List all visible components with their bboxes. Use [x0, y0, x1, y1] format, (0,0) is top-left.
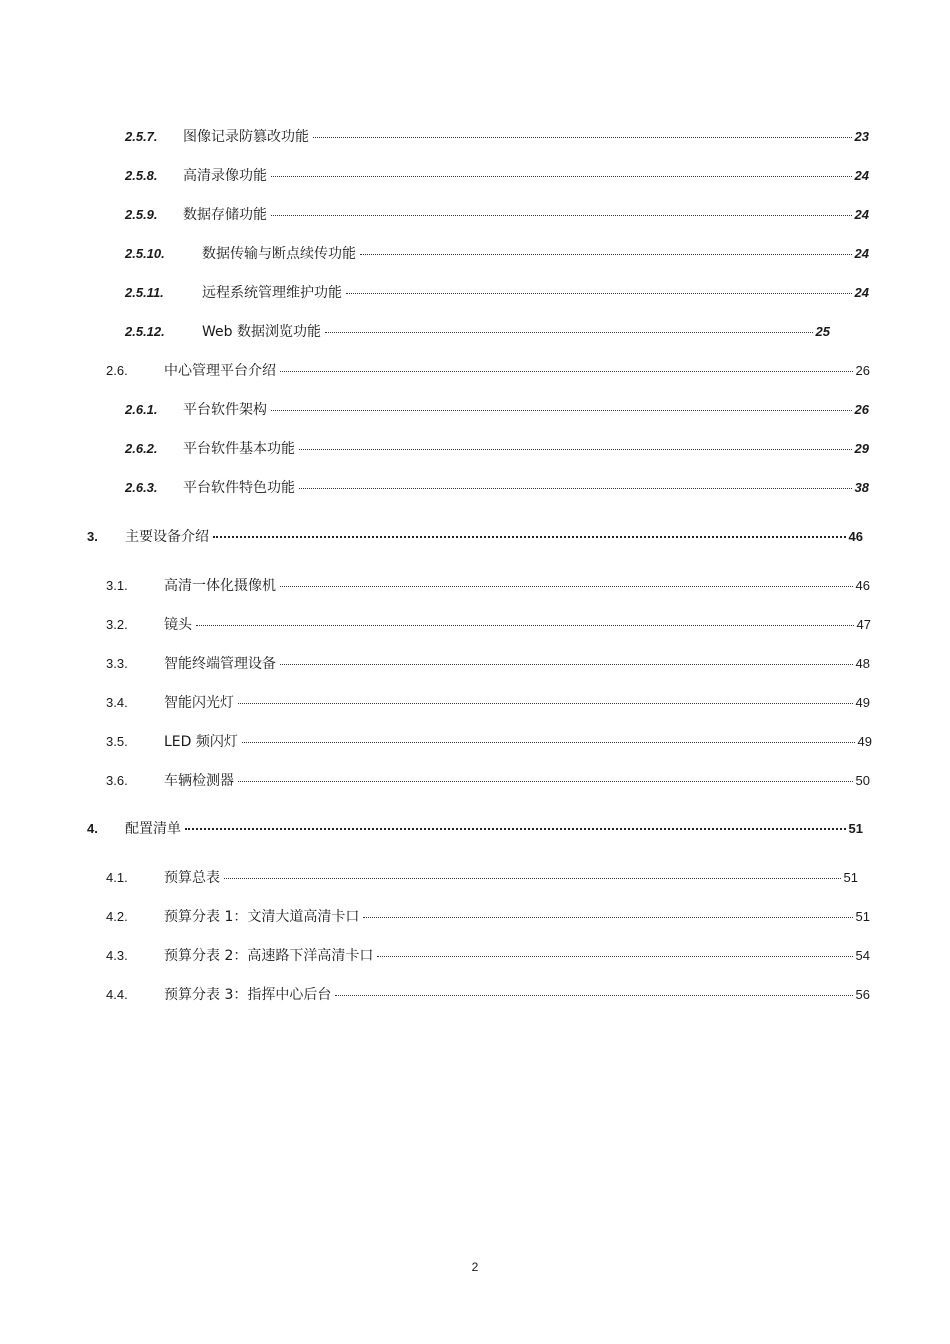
dot-leader — [271, 176, 852, 177]
toc-entry-title: 主要设备介绍 — [125, 529, 209, 545]
toc-entry-number: 3.3. — [106, 656, 128, 671]
dot-leader — [271, 215, 852, 216]
toc-entry-4-1[interactable] — [106, 867, 858, 887]
toc-entry-2-6-3[interactable] — [125, 477, 869, 497]
toc-entry-title: 平台软件架构 — [183, 402, 267, 418]
toc-entry-page: 26 — [854, 402, 869, 417]
page-number: 2 — [471, 1260, 479, 1274]
toc-entry-number: 2.6.2. — [125, 441, 158, 456]
toc-entry-title: 车辆检测器 — [164, 773, 234, 789]
toc-entry-page: 48 — [855, 656, 870, 671]
toc-entry-4-4[interactable] — [106, 984, 870, 1004]
toc-entry-title: 预算分表 1：文清大道高清卡口 — [164, 909, 360, 925]
toc-entry-page: 29 — [854, 441, 869, 456]
toc-entry-page: 46 — [855, 578, 870, 593]
toc-entry-page: 24 — [854, 246, 869, 261]
toc-entry-4-2[interactable] — [106, 906, 870, 926]
toc-entry-3-6[interactable] — [106, 770, 870, 790]
toc-entry-page: 49 — [857, 734, 872, 749]
toc-entry-2-5-9[interactable] — [125, 204, 869, 224]
dot-leader — [346, 293, 852, 294]
toc-entry-page: 51 — [855, 909, 870, 924]
dot-leader — [242, 742, 855, 743]
dot-leader — [335, 995, 852, 996]
dot-leader — [325, 332, 813, 333]
toc-entry-page: 38 — [854, 480, 869, 495]
toc-entry-number: 3. — [87, 529, 98, 544]
toc-entry-2-5-10[interactable] — [125, 243, 869, 263]
toc-entry-title: Web 数据浏览功能 — [202, 324, 321, 340]
toc-entry-number: 4.2. — [106, 909, 128, 924]
toc-entry-page: 46 — [848, 529, 863, 544]
dot-leader — [280, 664, 853, 665]
toc-entry-number: 2.5.11. — [125, 285, 164, 300]
toc-entry-title: 智能闪光灯 — [164, 695, 234, 711]
toc-entry-title: 远程系统管理维护功能 — [202, 285, 342, 301]
toc-entry-number: 3.6. — [106, 773, 128, 788]
toc-entry-number: 2.5.12. — [125, 324, 165, 339]
toc-entry-3-3[interactable] — [106, 653, 870, 673]
toc-entry-page: 24 — [854, 285, 869, 300]
toc-entry-title: 图像记录防篡改功能 — [183, 129, 309, 145]
dot-leader — [363, 917, 852, 918]
toc-entry-3-1[interactable] — [106, 575, 870, 595]
toc-entry-page: 51 — [843, 870, 858, 885]
dot-leader — [377, 956, 852, 957]
toc-entry-number: 3.1. — [106, 578, 128, 593]
toc-entry-number: 2.5.10. — [125, 246, 165, 261]
toc-entry-number: 2.5.9. — [125, 207, 158, 222]
toc-entry-number: 4.3. — [106, 948, 128, 963]
toc-entry-number: 3.5. — [106, 734, 128, 749]
dot-leader — [299, 488, 852, 489]
toc-entry-title: 中心管理平台介绍 — [164, 363, 276, 379]
toc-entry-page: 26 — [855, 363, 870, 378]
toc-entry-3-4[interactable] — [106, 692, 870, 712]
toc-entry-2-5-12[interactable] — [125, 321, 830, 341]
toc-entry-number: 2.6. — [106, 363, 128, 378]
toc-entry-page: 47 — [856, 617, 871, 632]
toc-entry-4-3[interactable] — [106, 945, 870, 965]
dot-leader — [280, 586, 853, 587]
toc-entry-2-6[interactable] — [106, 360, 870, 380]
dot-leader — [238, 781, 853, 782]
toc-entry-title: 预算分表 2：高速路下洋高清卡口 — [164, 948, 374, 964]
toc-entry-title: LED 频闪灯 — [164, 734, 238, 750]
toc-entry-page: 50 — [855, 773, 870, 788]
toc-entry-page: 24 — [854, 168, 869, 183]
dot-leader — [224, 878, 841, 879]
toc-entry-number: 2.5.8. — [125, 168, 158, 183]
dot-leader — [238, 703, 853, 704]
dot-leader — [196, 625, 854, 626]
toc-entry-title: 预算分表 3：指挥中心后台 — [164, 987, 332, 1003]
toc-entry-2-6-1[interactable] — [125, 399, 869, 419]
dot-leader — [213, 536, 846, 538]
toc-entry-title: 智能终端管理设备 — [164, 656, 276, 672]
toc-entry-number: 4.4. — [106, 987, 128, 1002]
toc-entry-2-5-11[interactable] — [125, 282, 869, 302]
toc-entry-number: 3.4. — [106, 695, 128, 710]
toc-entry-page: 25 — [815, 324, 830, 339]
toc-entry-number: 3.2. — [106, 617, 128, 632]
toc-entry-number: 4.1. — [106, 870, 128, 885]
toc-entry-2-5-8[interactable] — [125, 165, 869, 185]
dot-leader — [280, 371, 853, 372]
toc-entry-title: 配置清单 — [125, 821, 181, 837]
toc-entry-title: 数据存储功能 — [183, 207, 267, 223]
toc-entry-3-2[interactable] — [106, 614, 871, 634]
toc-entry-title: 镜头 — [164, 617, 192, 633]
dot-leader — [185, 828, 846, 830]
toc-entry-title: 数据传输与断点续传功能 — [202, 246, 356, 262]
toc-entry-number: 2.6.1. — [125, 402, 158, 417]
dot-leader — [313, 137, 852, 138]
toc-entry-page: 23 — [854, 129, 869, 144]
toc-entry-number: 2.5.7. — [125, 129, 158, 144]
toc-entry-page: 51 — [848, 821, 863, 836]
toc-entry-page: 24 — [854, 207, 869, 222]
toc-entry-title: 高清录像功能 — [183, 168, 267, 184]
toc-entry-title: 预算总表 — [164, 870, 220, 886]
dot-leader — [360, 254, 852, 255]
toc-entry-3-5[interactable] — [106, 731, 872, 751]
toc-entry-title: 平台软件特色功能 — [183, 480, 295, 496]
toc-entry-number: 2.6.3. — [125, 480, 158, 495]
toc-entry-title: 平台软件基本功能 — [183, 441, 295, 457]
toc-entry-2-6-2[interactable] — [125, 438, 869, 458]
toc-entry-page: 56 — [855, 987, 870, 1002]
dot-leader — [271, 410, 852, 411]
toc-entry-page: 49 — [855, 695, 870, 710]
toc-entry-page: 54 — [855, 948, 870, 963]
toc-entry-title: 高清一体化摄像机 — [164, 578, 276, 594]
toc-entry-3[interactable] — [87, 526, 863, 546]
dot-leader — [299, 449, 852, 450]
toc-entry-2-5-7[interactable] — [125, 126, 869, 146]
toc-entry-4[interactable] — [87, 818, 863, 838]
toc-entry-number: 4. — [87, 821, 98, 836]
